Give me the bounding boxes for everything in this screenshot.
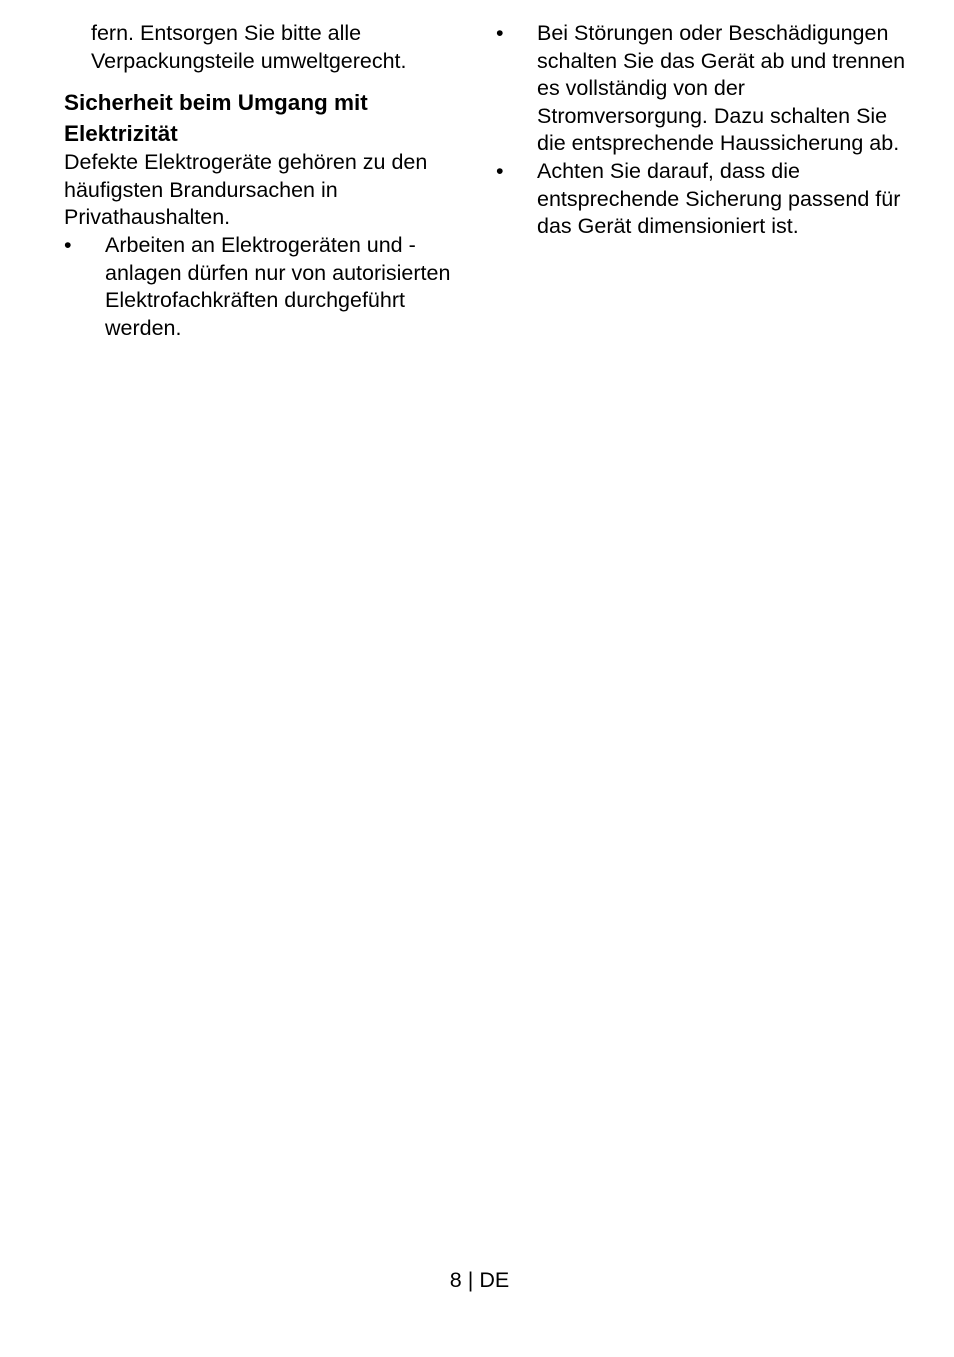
right-column: [496, 20, 906, 241]
bullet-icon: •: [496, 21, 504, 45]
right-bullet-list: [496, 20, 906, 241]
list-item-text: Arbeiten an Elektrogeräten und -anlagen dürfen nur von autorisierten Elektrofachkräften durchgeführt werden.: [105, 232, 451, 340]
intro-paragraph: Defekte Elektrogeräte gehören zu den häufigsten Brandursachen in Privathaushalten.: [64, 150, 428, 230]
bullet-icon: •: [64, 232, 72, 257]
list-item: [496, 20, 906, 158]
list-item-text: Achten Sie darauf, dass die entsprechende Sicherung passend für das Gerät dimensioniert ist.: [537, 158, 901, 239]
language-code: DE: [479, 1268, 510, 1292]
bullet-icon: •: [496, 158, 504, 183]
page-number: 8: [449, 1268, 462, 1292]
left-bullet-list: [64, 232, 464, 342]
page-footer: [0, 1266, 954, 1294]
list-item-text: Bei Störungen oder Beschädigungen schalten Sie das Gerät ab und trennen es vollständig von der Stromversorgung. Dazu schalten Sie die entsprechende Haussicherung ab.: [537, 21, 906, 156]
list-item: [64, 232, 464, 342]
left-column: [64, 20, 464, 342]
footer-separator: |: [467, 1268, 474, 1292]
list-item: [496, 158, 906, 241]
continued-paragraph: fern. Entsorgen Sie bitte alle Verpackungsteile umweltgerecht.: [91, 21, 407, 73]
section-heading: Sicherheit beim Umgang mit Elektrizität: [64, 90, 368, 147]
